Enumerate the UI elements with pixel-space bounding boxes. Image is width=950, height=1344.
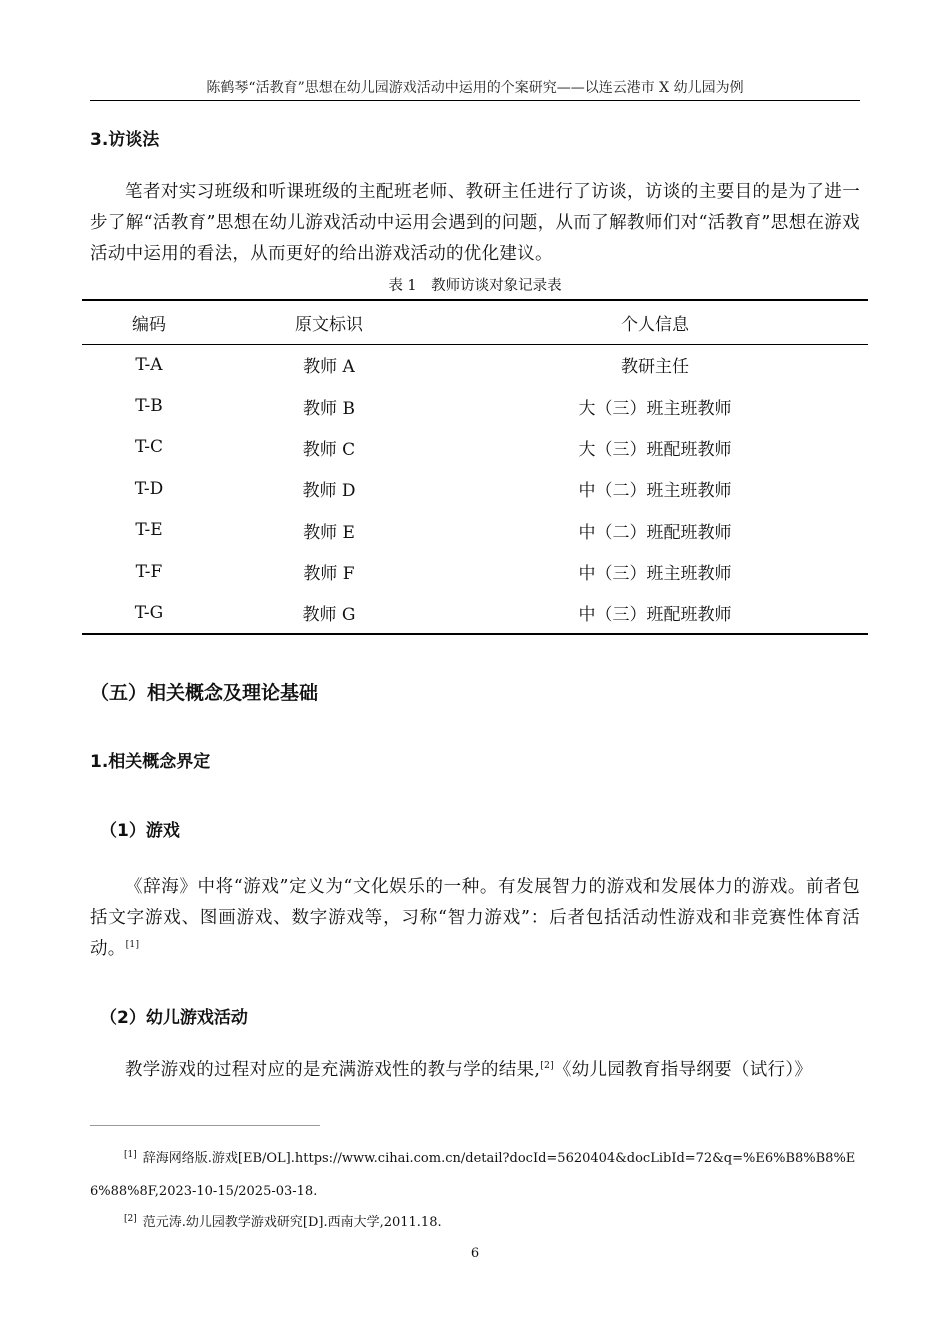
- cell-code: T-A: [135, 354, 163, 375]
- cell-personal-info: 中（三）班主班教师: [578, 564, 732, 585]
- table-row: [82, 427, 868, 468]
- cell-personal-info: 大（三）班主班教师: [578, 398, 732, 419]
- cell-personal-info: 教研主任: [621, 357, 689, 378]
- footnote-2-mark: [2]: [124, 1213, 137, 1224]
- cell-original-id: 教师 A: [303, 357, 355, 378]
- table-row: [82, 510, 868, 551]
- table-caption: 表 1 教师访谈对象记录表: [388, 278, 562, 294]
- table-row: [82, 385, 868, 426]
- cell-code: T-G: [82, 592, 216, 633]
- cell-code: T-C: [135, 437, 163, 458]
- game-paragraph: [90, 872, 860, 965]
- cell-original-id: 教师 B: [303, 398, 355, 419]
- footnote-2: [90, 1206, 860, 1239]
- cell-code: T-F: [135, 561, 163, 582]
- header-personal-info: 个人信息: [442, 300, 868, 344]
- interview-method-heading: 3.访谈法: [90, 130, 160, 150]
- cell-original-id: 教师 E: [303, 522, 355, 543]
- game-heading: （1）游戏: [100, 821, 180, 841]
- child-game-text-a: 教学游戏的过程对应的是充满游戏性的教与学的结果,: [125, 1060, 541, 1080]
- cell-personal-info: 中（二）班配班教师: [578, 522, 732, 543]
- cell-original-id: 教师 G: [216, 592, 442, 633]
- cell-personal-info: 中（三）班配班教师: [442, 592, 868, 633]
- child-game-activity-paragraph: [90, 1055, 860, 1086]
- table-row: [82, 551, 868, 592]
- footnote-1: [90, 1142, 860, 1208]
- footnote-divider: [90, 1125, 320, 1126]
- footnote-ref-2[interactable]: [2]: [540, 1061, 554, 1072]
- game-paragraph-text: 《辞海》中将“游戏”定义为“文化娱乐的一种。有发展智力的游戏和发展体力的游戏。前者包括文字游戏、图画游戏、数字游戏等，习称“智力游戏”：后者包括活动性游戏和非竞赛性体育活动。: [90, 877, 860, 959]
- concepts-section-heading: （五）相关概念及理论基础: [90, 682, 319, 704]
- cell-code: T-B: [135, 396, 163, 417]
- concept-definition-heading: 1.相关概念界定: [90, 752, 211, 772]
- cell-personal-info: 大（三）班配班教师: [578, 439, 732, 460]
- cell-original-id: 教师 C: [302, 439, 356, 460]
- footnote-1-mark: [1]: [124, 1149, 137, 1160]
- table-row: [82, 592, 868, 633]
- child-game-activity-heading: （2）幼儿游戏活动: [100, 1008, 248, 1028]
- header-rule: [90, 100, 860, 101]
- cell-original-id: 教师 F: [303, 564, 355, 585]
- table-header-row: [82, 300, 868, 344]
- running-title: 陈鹤琴“活教育”思想在幼儿园游戏活动中运用的个案研究——以连云港市 X 幼儿园为例: [206, 80, 744, 96]
- cell-personal-info: 中（二）班主班教师: [578, 481, 732, 502]
- cell-code: T-D: [134, 478, 164, 499]
- header-code: 编码: [82, 300, 216, 344]
- child-game-text-b: 《幼儿园教育指导纲要（试行）》: [553, 1060, 813, 1080]
- cell-original-id: 教师 D: [302, 481, 356, 502]
- table-row: [82, 344, 868, 385]
- table-row: [82, 468, 868, 509]
- footnote-2-text: 范元涛.幼儿园教学游戏研究[D].西南大学,2011.18.: [142, 1215, 442, 1230]
- page-number: 6: [470, 1246, 480, 1261]
- header-original-id: 原文标识: [216, 300, 442, 344]
- interview-table: [82, 299, 868, 635]
- cell-code: T-E: [135, 520, 163, 541]
- interview-method-paragraph: 笔者对实习班级和听课班级的主配班老师、教研主任进行了访谈，访谈的主要目的是为了进一步了解“活教育”思想在幼儿游戏活动中运用会遇到的问题，从而了解教师们对“活教育”思想在游戏活动中运用的看法，从而更好的给出游戏活动的优化建议。: [90, 182, 860, 264]
- footnote-ref-1[interactable]: [1]: [125, 940, 140, 951]
- footnote-1-text: 辞海网络版.游戏[EB/OL].https://www.cihai.com.cn/detail?docId=5620404&docLibId=72&q=%E6%B8%B8%E6%88%8F,2023-10-15/2025-03-18.: [90, 1151, 856, 1199]
